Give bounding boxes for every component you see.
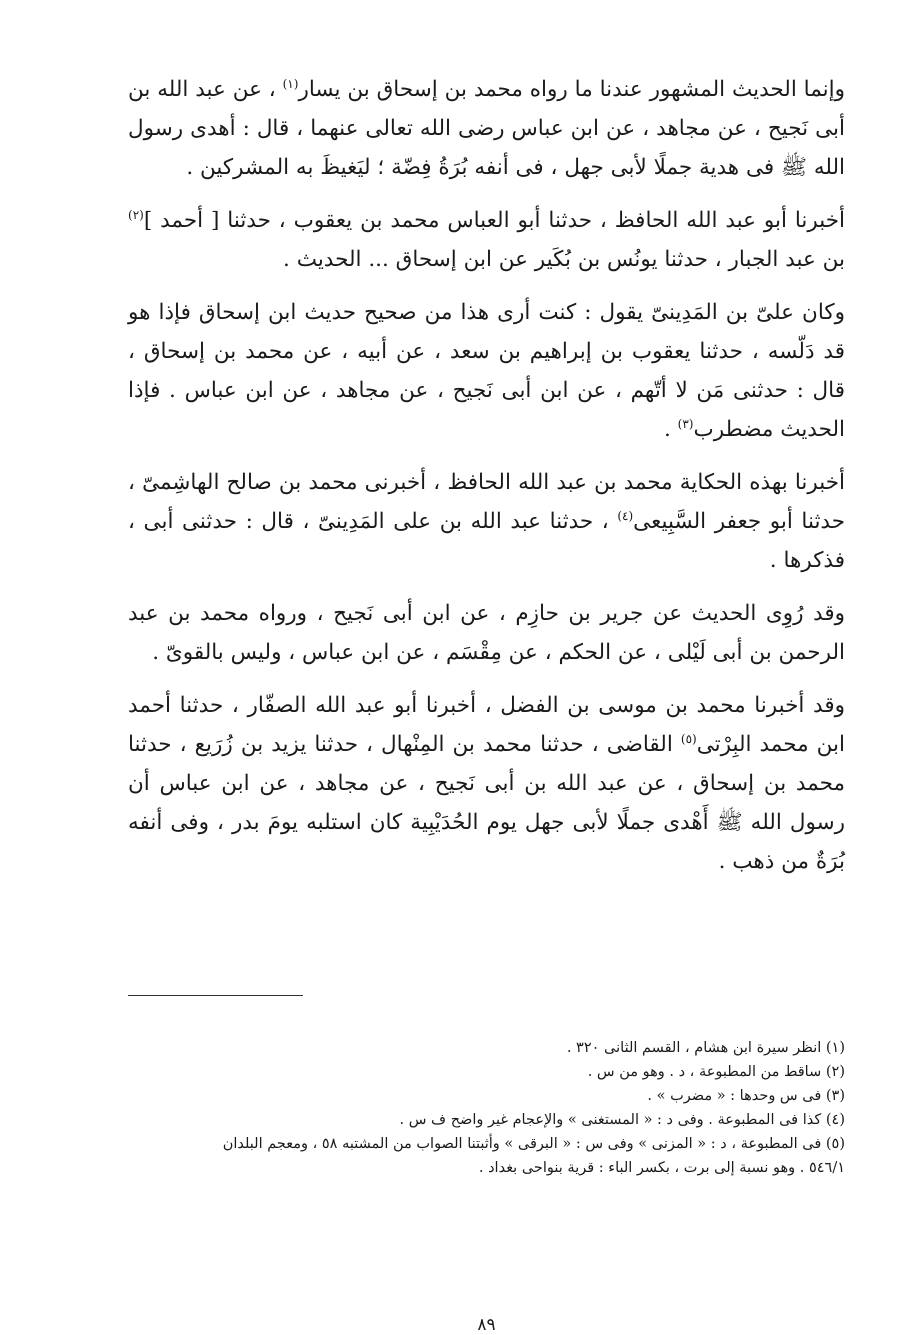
paragraph-3 [128,293,845,449]
paragraph-6 [128,686,845,881]
paragraph-1-text-b: ، عن عبد الله بن أبى نَجيح ، عن مجاهد ، عن ابن عباس رضى الله تعالى عنهما ، قال : أهدى رسول الله ﷺ فى هدية جملًا لأبى جهل ، فى أنفه بُرَةُ فِضّة ؛ ليَغيظَ به المشركين . [128,77,845,180]
paragraph-3-text-b: . [663,417,678,442]
footnote-separator [128,995,303,996]
paragraph-2 [128,201,845,279]
paragraph-2-text-a: أخبرنا أبو عبد الله الحافظ ، حدثنا أبو العباس محمد بن يعقوب ، حدثنا [ أحمد ] [143,208,845,233]
footnote-ref-2: (٢) [128,207,144,222]
paragraph-6-text-a: وقد أخبرنا محمد بن موسى بن الفضل ، أخبرنا أبو عبد الله الصفّار ، حدثنا أحمد ابن محمد البِرْتى [128,693,845,757]
footnote-3: (٣) فى س وحدها : « مضرب » . [647,1088,845,1104]
paragraph-1 [128,70,845,187]
footnote-ref-5: (٥) [680,731,697,746]
footnote-5: (٥) فى المطبوعة ، د : « المزنى » وفى س : « البرقى » وأثبتنا الصواب من المشتبه ٥٨ ، ومعجم البلدان [222,1136,845,1152]
paragraph-5 [128,594,845,672]
paragraph-2-text-b: بن عبد الجبار ، حدثنا يونُس بن بُكَير عن ابن إسحاق ... الحديث . [283,247,845,272]
paragraph-6-text-b: القاضى ، حدثنا محمد بن المِنْهال ، حدثنا يزيد بن زُرَيع ، حدثنا محمد بن إسحاق ، عن عبد الله بن أبى نَجيح ، عن مجاهد ، عن ابن عباس أن رسول الله ﷺ أَهْدى جملًا لأبى جهل يوم الحُدَيْبِية كان استلبه يومَ بدر ، وفى أنفه بُرَةٌ من ذهب . [128,732,845,874]
page-number: ٨٩ [477,1315,496,1335]
footnote-ref-1: (١) [282,76,299,91]
paragraph-1-text-a: وإنما الحديث المشهور عندنا ما رواه محمد بن إسحاق بن يسار [298,77,845,102]
footnotes [128,1036,845,1180]
paragraph-4-text-a: أخبرنا بهذه الحكاية محمد بن عبد الله الحافظ ، أخبرنى محمد بن صالح الهاشِمىّ ، حدثنا أبو جعفر السَّبِيعى [128,470,845,534]
footnote-ref-4: (٤) [617,508,634,523]
paragraph-4-text-b: ، حدثنا عبد الله بن على المَدِينىّ ، قال : حدثنى أبى ، فذكرها . [128,509,845,573]
paragraph-3-text-a: وكان علىّ بن المَدِينىّ يقول : كنت أرى هذا من صحيح حديث ابن إسحاق فإذا هو قد دَلّسه ، حدثنا يعقوب بن إبراهيم بن سعد ، عن أبيه ، عن محمد بن إسحاق ، قال : حدثنى مَن لا أتّهم ، عن ابن أبى نَجيح ، عن مجاهد ، عن ابن عباس . فإذا الحديث مضطرب [128,300,845,442]
footnote-4: (٤) كذا فى المطبوعة . وفى د : « المستغنى » والإعجام غير واضح ف س . [399,1112,845,1128]
footnote-2: (٢) ساقط من المطبوعة ، د . وهو من س . [587,1064,845,1080]
book-page [128,70,845,1335]
paragraph-4 [128,463,845,580]
paragraph-5-text-a: وقد رُوِى الحديث عن جرير بن حازِم ، عن ابن أبى نَجيح ، ورواه محمد بن عبد الرحمن بن أبى لَيْلى ، عن الحكم ، عن مِقْسَم ، عن ابن عباس ، وليس بالقوىّ . [128,601,845,665]
footnote-5-continued: ٥٤٦/١ . وهو نسبة إلى برت ، بكسر الباء : قرية بنواحى بغداد . [478,1160,845,1176]
footnote-1: (١) انظر سيرة ابن هشام ، القسم الثانى ٣٢٠ . [566,1040,845,1056]
footnote-ref-3: (٣) [677,416,694,431]
